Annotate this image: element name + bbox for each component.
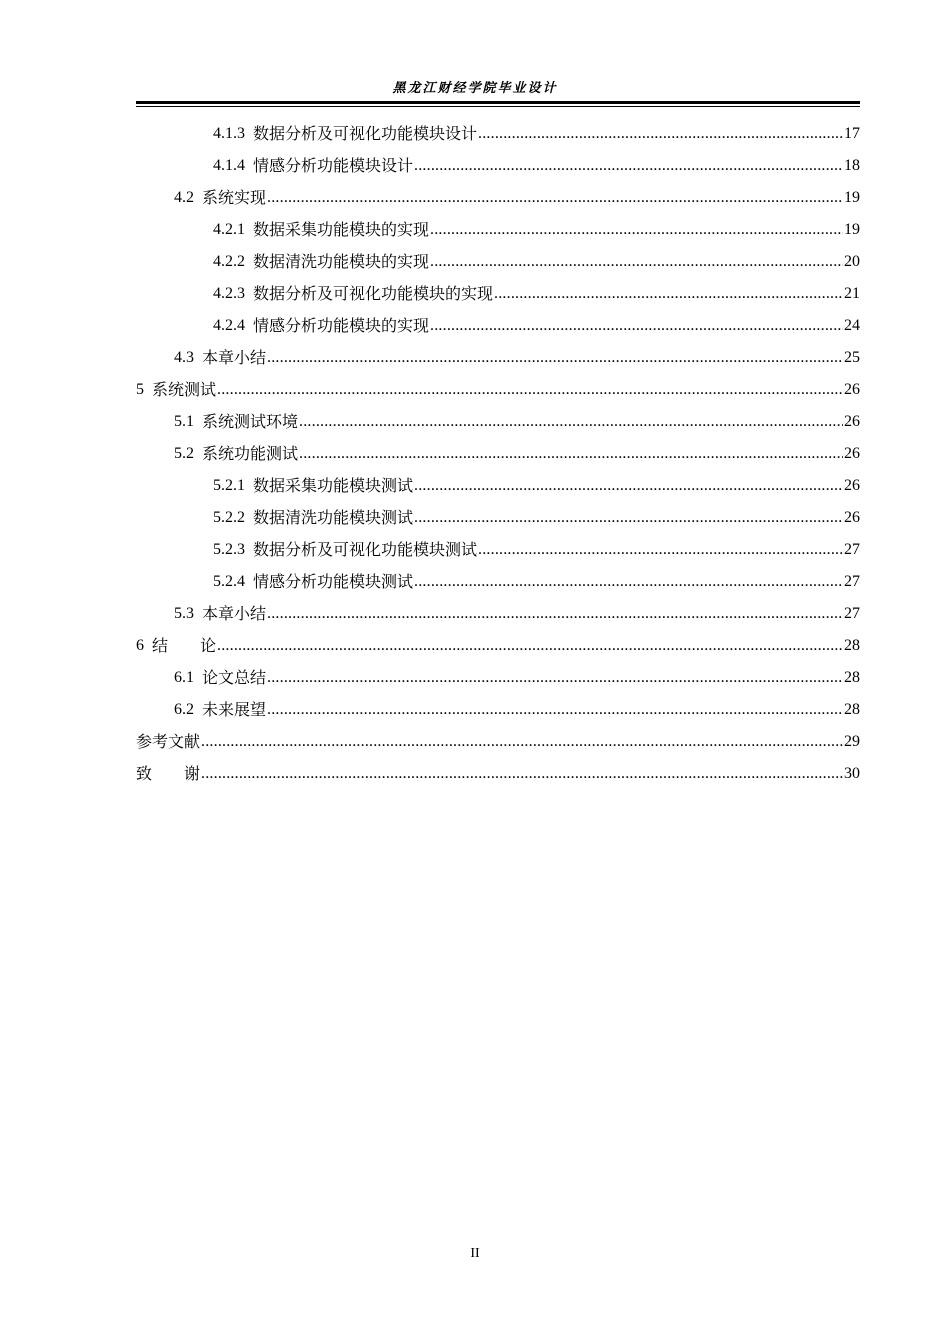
toc-entry[interactable] — [136, 214, 860, 246]
toc-entry[interactable] — [136, 118, 860, 150]
toc-entry-title: 数据分析及可视化功能模块测试 — [253, 540, 478, 559]
toc-dot-leader — [267, 598, 843, 630]
toc-entry-page: 28 — [844, 669, 860, 686]
header-rule-thick — [136, 101, 860, 104]
toc-dot-leader — [414, 150, 843, 182]
toc-entry-page: 19 — [844, 221, 860, 238]
toc-entry-number: 4.2.1 — [213, 221, 245, 238]
toc-entry-page: 19 — [844, 189, 860, 206]
toc-dot-leader — [217, 630, 843, 662]
toc-entry-page: 27 — [844, 573, 860, 590]
toc-entry-number: 5.2 — [174, 445, 194, 462]
toc-entry-title: 数据清洗功能模块测试 — [253, 508, 414, 527]
toc-entry-page: 26 — [844, 445, 860, 462]
toc-entry-number: 6.2 — [174, 701, 194, 718]
toc-entry-title: 参考文献 — [136, 732, 201, 751]
toc-entry-title: 未来展望 — [202, 700, 267, 719]
toc-dot-leader — [430, 246, 843, 278]
toc-dot-leader — [494, 278, 843, 310]
toc-dot-leader — [478, 534, 843, 566]
toc-entry-number: 6.1 — [174, 669, 194, 686]
toc-entry-title: 系统实现 — [202, 188, 267, 207]
toc-entry-page: 20 — [844, 253, 860, 270]
toc-entry[interactable] — [136, 374, 860, 406]
toc-entry-title: 致 谢 — [136, 764, 201, 783]
toc-entry[interactable] — [136, 278, 860, 310]
toc-entry[interactable] — [136, 534, 860, 566]
toc-entry-title: 数据清洗功能模块的实现 — [253, 252, 430, 271]
toc-entry-page: 27 — [844, 541, 860, 558]
toc-dot-leader — [267, 342, 843, 374]
page-number: II — [470, 1246, 480, 1261]
toc-entry-page: 26 — [844, 477, 860, 494]
toc-dot-leader — [267, 662, 843, 694]
toc-entry-page: 27 — [844, 605, 860, 622]
toc-entry[interactable] — [136, 342, 860, 374]
toc-entry-title: 结 论 — [152, 636, 217, 655]
toc-entry-number: 5.2.4 — [213, 573, 245, 590]
toc-entry-number: 4.3 — [174, 349, 194, 366]
toc-entry-page: 26 — [844, 413, 860, 430]
toc-dot-leader — [414, 566, 843, 598]
toc-dot-leader — [414, 502, 843, 534]
toc-entry-title: 系统功能测试 — [202, 444, 299, 463]
header-title: 黑龙江财经学院毕业设计 — [392, 81, 558, 96]
toc-entry-title: 情感分析功能模块的实现 — [253, 316, 430, 335]
toc-entry-title: 情感分析功能模块设计 — [253, 156, 414, 175]
toc-entry[interactable] — [136, 630, 860, 662]
toc-entry-title: 数据采集功能模块的实现 — [253, 220, 430, 239]
toc-entry[interactable] — [136, 502, 860, 534]
toc-entry-title: 数据采集功能模块测试 — [253, 476, 414, 495]
toc-entry-number: 5.2.1 — [213, 477, 245, 494]
toc-entry[interactable] — [136, 246, 860, 278]
toc-entry[interactable] — [136, 694, 860, 726]
toc-entry[interactable] — [136, 406, 860, 438]
toc-dot-leader — [201, 758, 843, 790]
toc-entry-number: 4.2.2 — [213, 253, 245, 270]
toc-entry-number: 4.1.4 — [213, 157, 245, 174]
toc-entry[interactable] — [136, 758, 860, 790]
toc-entry-title: 情感分析功能模块测试 — [253, 572, 414, 591]
toc-entry-number: 6 — [136, 637, 144, 654]
toc-entry-page: 28 — [844, 637, 860, 654]
toc-dot-leader — [267, 694, 843, 726]
toc-entry-number: 5 — [136, 381, 144, 398]
toc-entry-number: 5.1 — [174, 413, 194, 430]
toc-entry[interactable] — [136, 726, 860, 758]
toc-entry-number: 4.2.3 — [213, 285, 245, 302]
header-rule-thin — [136, 106, 860, 107]
table-of-contents — [136, 118, 860, 790]
toc-entry-number: 4.2.4 — [213, 317, 245, 334]
toc-entry-title: 本章小结 — [202, 348, 267, 367]
toc-entry[interactable] — [136, 438, 860, 470]
toc-dot-leader — [299, 438, 843, 470]
toc-dot-leader — [267, 182, 843, 214]
toc-entry-page: 25 — [844, 349, 860, 366]
toc-entry-page: 26 — [844, 509, 860, 526]
toc-entry-number: 5.2.2 — [213, 509, 245, 526]
toc-entry-number: 4.2 — [174, 189, 194, 206]
toc-entry-page: 29 — [844, 733, 860, 750]
toc-dot-leader — [217, 374, 843, 406]
toc-entry-title: 数据分析及可视化功能模块设计 — [253, 124, 478, 143]
toc-entry-page: 21 — [844, 285, 860, 302]
toc-dot-leader — [430, 310, 843, 342]
toc-entry[interactable] — [136, 470, 860, 502]
toc-entry-title: 系统测试环境 — [202, 412, 299, 431]
toc-entry-number: 5.2.3 — [213, 541, 245, 558]
toc-entry[interactable] — [136, 150, 860, 182]
toc-entry-title: 本章小结 — [202, 604, 267, 623]
toc-entry-title: 系统测试 — [152, 380, 217, 399]
toc-dot-leader — [478, 118, 843, 150]
toc-entry-title: 论文总结 — [202, 668, 267, 687]
toc-dot-leader — [299, 406, 843, 438]
toc-entry[interactable] — [136, 182, 860, 214]
toc-entry-title: 数据分析及可视化功能模块的实现 — [253, 284, 494, 303]
toc-entry[interactable] — [136, 662, 860, 694]
toc-entry-page: 28 — [844, 701, 860, 718]
toc-entry-page: 17 — [844, 125, 860, 142]
toc-entry-number: 5.3 — [174, 605, 194, 622]
toc-entry-page: 30 — [844, 765, 860, 782]
toc-dot-leader — [414, 470, 843, 502]
toc-entry-page: 26 — [844, 381, 860, 398]
toc-entry[interactable] — [136, 598, 860, 630]
toc-entry[interactable] — [136, 310, 860, 342]
toc-entry-page: 24 — [844, 317, 860, 334]
toc-dot-leader — [430, 214, 843, 246]
toc-dot-leader — [201, 726, 843, 758]
toc-entry-page: 18 — [844, 157, 860, 174]
toc-entry-number: 4.1.3 — [213, 125, 245, 142]
toc-entry[interactable] — [136, 566, 860, 598]
